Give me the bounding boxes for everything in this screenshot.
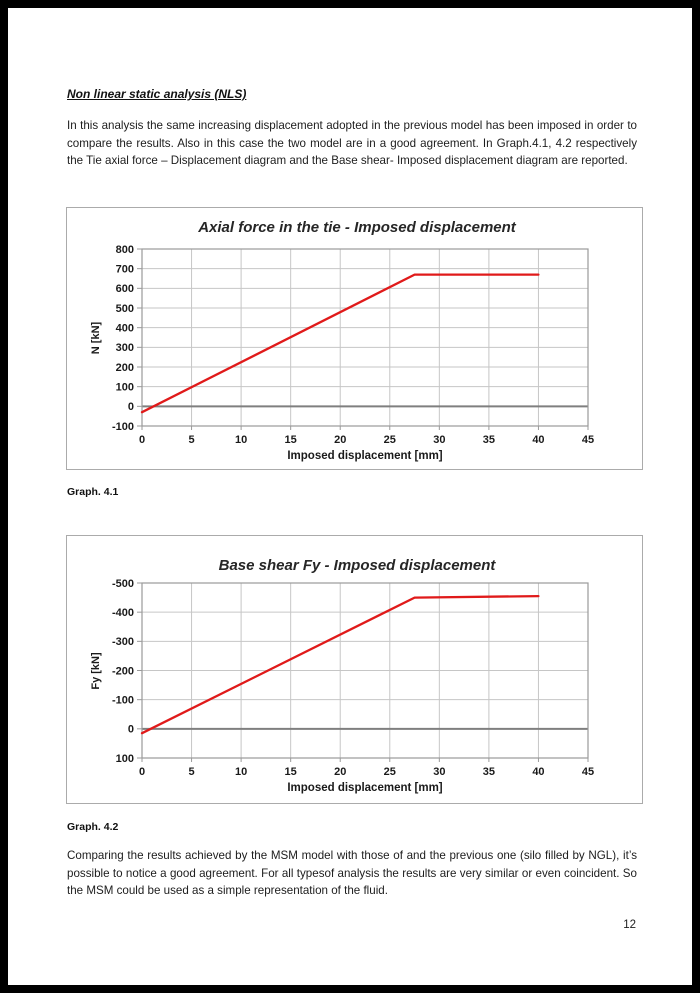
svg-text:100: 100 — [115, 381, 134, 394]
svg-text:5: 5 — [188, 766, 195, 778]
svg-text:100: 100 — [115, 752, 134, 765]
svg-text:-200: -200 — [111, 665, 134, 678]
svg-text:15: 15 — [284, 434, 297, 446]
svg-text:45: 45 — [581, 766, 595, 778]
svg-text:40: 40 — [532, 766, 545, 778]
svg-text:500: 500 — [115, 302, 134, 315]
svg-text:20: 20 — [334, 434, 347, 446]
base-shear-chart — [66, 535, 643, 804]
graph-4-2-caption: Graph. 4.2 — [67, 821, 119, 833]
base-shear-x-axis-label: Imposed displacement [mm] — [287, 782, 443, 794]
svg-text:-100: -100 — [111, 420, 134, 433]
svg-text:300: 300 — [115, 342, 134, 355]
svg-text:600: 600 — [115, 283, 134, 296]
svg-text:10: 10 — [234, 766, 248, 778]
svg-text:35: 35 — [482, 434, 496, 446]
page-number: 12 — [623, 919, 636, 931]
intro-paragraph: In this analysis the same increasing displacement adopted in the previous model has been imposed in order to compare the results. Also in this case the two model are in a good agreement. In Graph.4.1, 4.2 respectively the Tie axial force – Displacement diagram and the Base shear- Imposed displacement diagram are reported. — [67, 119, 637, 168]
svg-text:30: 30 — [433, 766, 446, 778]
svg-text:15: 15 — [284, 766, 297, 778]
svg-text:-500: -500 — [111, 577, 134, 590]
svg-text:0: 0 — [138, 766, 146, 778]
svg-text:45: 45 — [581, 434, 595, 446]
svg-text:25: 25 — [383, 766, 396, 778]
svg-text:0: 0 — [127, 723, 134, 736]
svg-text:40: 40 — [532, 434, 545, 446]
svg-text:-400: -400 — [111, 606, 134, 619]
svg-text:25: 25 — [383, 434, 396, 446]
axial-force-x-axis-label: Imposed displacement [mm] — [287, 450, 443, 462]
svg-text:800: 800 — [115, 243, 134, 256]
svg-text:-100: -100 — [111, 694, 134, 707]
svg-text:20: 20 — [334, 766, 347, 778]
axial-force-plot-area — [67, 208, 642, 469]
svg-text:5: 5 — [188, 434, 195, 446]
base-shear-y-axis-label: Fy [kN] — [90, 652, 102, 690]
base-shear-chart-title: Base shear Fy - Imposed displacement — [218, 557, 496, 574]
svg-text:10: 10 — [234, 434, 248, 446]
axial-force-y-axis-label: N [kN] — [90, 321, 102, 355]
svg-text:700: 700 — [115, 263, 134, 276]
svg-text:-300: -300 — [111, 636, 134, 649]
graph-4-1-caption: Graph. 4.1 — [67, 486, 119, 498]
axial-force-chart — [66, 207, 643, 470]
svg-text:0: 0 — [127, 401, 134, 414]
section-heading: Non linear static analysis (NLS) — [67, 87, 247, 101]
svg-text:400: 400 — [115, 322, 134, 335]
base-shear-plot-area — [67, 536, 642, 803]
conclusion-paragraph: Comparing the results achieved by the MSM model with those of and the previous one (silo filled by NGL), it’s possible to notice a good agreement. For all typesof analysis the results are very similar or even coincident. So the MSM could be used as a simple representation of the fluid. — [67, 849, 637, 898]
svg-text:200: 200 — [115, 361, 134, 374]
axial-force-chart-title: Axial force in the tie - Imposed displacement — [198, 219, 516, 236]
svg-text:0: 0 — [138, 434, 146, 446]
svg-text:30: 30 — [433, 434, 446, 446]
svg-text:35: 35 — [482, 766, 496, 778]
document-page — [8, 8, 692, 985]
